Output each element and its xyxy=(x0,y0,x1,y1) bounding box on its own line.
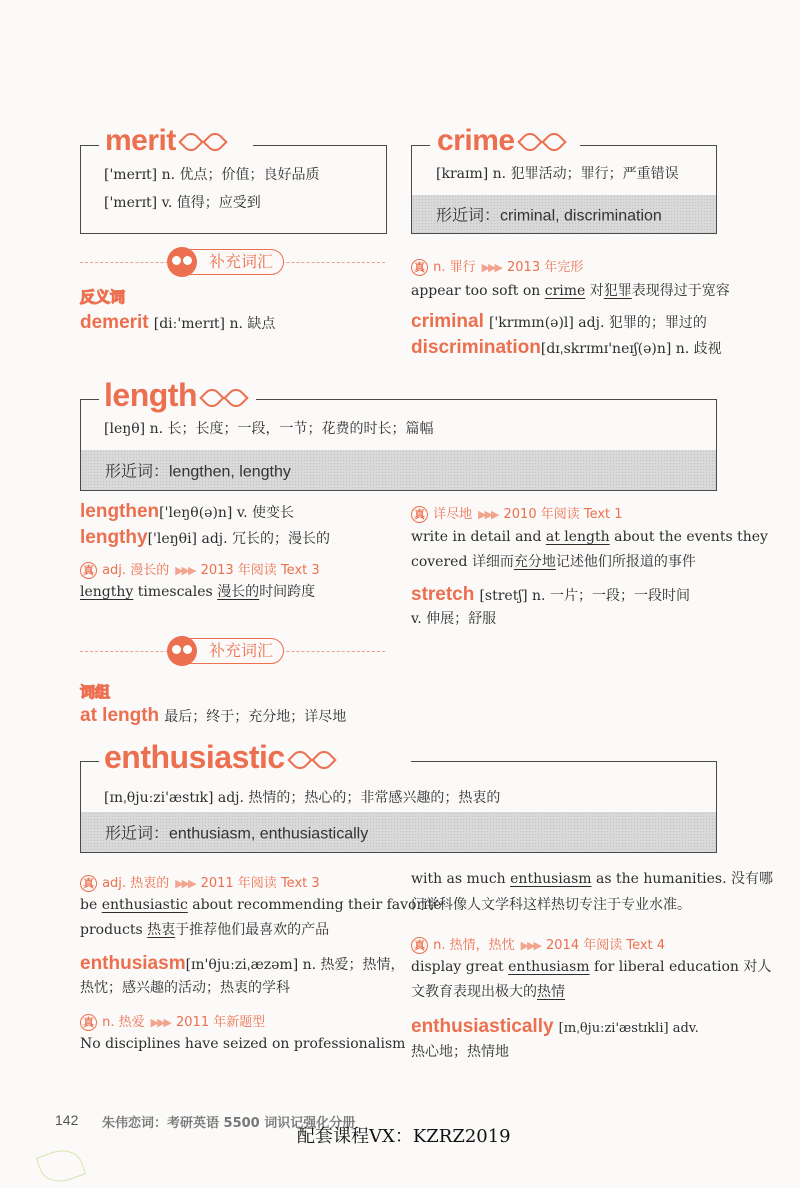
enthusiasm-example-line-1: No disciplines have seized on professionalism xyxy=(80,1036,406,1052)
enthusiasm-example-2-line-1: display great enthusiasm for liberal education 对人 xyxy=(411,959,772,975)
lengthen-entry: lengthen['leŋθ(ə)n] v. 使变长 xyxy=(80,501,294,522)
arrow-icon: ▶▶▶ xyxy=(481,261,501,274)
crime-def: [kraɪm] n. 犯罪活动；罪行；严重错误 xyxy=(436,166,679,182)
zhen-icon: 真 xyxy=(80,875,97,892)
phrase-label: 词组 xyxy=(80,683,111,701)
enthusiasm-entry: enthusiasm[ɪn'θjuːziˌæzəm] n. 热爱；热情， xyxy=(80,953,405,974)
leaf-icon xyxy=(178,129,203,154)
arrow-icon: ▶▶▶ xyxy=(478,508,498,521)
merit-box xyxy=(80,145,387,234)
crime-example-header: 真 n. 罪行 ▶▶▶ 2013 年完形 xyxy=(411,256,583,276)
zhen-icon: 真 xyxy=(80,1014,97,1031)
length-headword: length xyxy=(104,377,245,414)
zhen-icon: 真 xyxy=(80,562,97,579)
length-synonyms: 形近词：lengthen, lengthy xyxy=(81,450,716,490)
stretch-entry: stretch [stretʃ] n. 一片；一段；一段时间 xyxy=(411,584,690,605)
enthusiasm-example-line-2: with as much enthusiasm as the humanities. 没有哪 xyxy=(411,871,774,887)
page-number: 142 xyxy=(55,1112,79,1128)
length-def: [leŋθ] n. 长；长度；一段，一节；花费的时长；篇幅 xyxy=(104,421,434,437)
enthusiastic-headword: enthusiastic xyxy=(104,739,333,776)
supplement-vocab-label: 补充词汇 xyxy=(168,638,284,664)
discrimination-entry: discrimination[dɪˌskrɪmɪ'neɪʃ(ə)n] n. 歧视 xyxy=(411,337,722,358)
leaf-icon xyxy=(287,747,312,772)
leaf-icon xyxy=(223,385,248,410)
arrow-icon: ▶▶▶ xyxy=(150,1016,170,1029)
criminal-entry: criminal ['krɪmɪn(ə)l] adj. 犯罪的；罪过的 xyxy=(411,311,707,332)
merit-def-1: ['merɪt] n. 优点；价值；良好品质 xyxy=(104,167,320,183)
enthusiasm-example-line-3: 门学科像人文学科这样热切专注于专业水准。 xyxy=(411,897,691,913)
supplement-vocab-label: 补充词汇 xyxy=(168,249,284,275)
demerit-entry: demerit [diː'merɪt] n. 缺点 xyxy=(80,312,276,333)
enthusiastic-def: [ɪnˌθjuːzi'æstɪk] adj. 热情的；热心的；非常感兴趣的；热衷的 xyxy=(104,790,501,806)
antonym-label: 反义词 xyxy=(80,288,126,306)
enthusiastically-entry: enthusiastically [ɪnˌθjuːzi'æstɪkli] adv. xyxy=(411,1016,699,1037)
crime-synonyms: 形近词：criminal, discrimination xyxy=(412,195,716,233)
owl-icon xyxy=(167,636,197,666)
watermark: 配套课程VX：KZRZ2019 xyxy=(297,1126,511,1147)
enthusiastic-example-line-1: be enthusiastic about recommending their favorite xyxy=(80,897,442,913)
lengthy-entry: lengthy['leŋθi] adj. 冗长的；漫长的 xyxy=(80,527,331,548)
leaf-icon xyxy=(202,129,227,154)
enthusiastic-synonyms: 形近词：enthusiasm, enthusiastically xyxy=(81,812,716,852)
arrow-icon: ▶▶▶ xyxy=(175,564,195,577)
leaf-icon xyxy=(517,129,542,154)
merit-def-2: ['merɪt] v. 值得；应受到 xyxy=(104,195,261,211)
arrow-icon: ▶▶▶ xyxy=(520,939,540,952)
zhen-icon: 真 xyxy=(411,259,428,276)
zhen-icon: 真 xyxy=(411,506,428,523)
merit-headword: merit xyxy=(105,124,224,158)
lengthy-example: lengthy timescales 漫长的时间跨度 xyxy=(80,584,316,600)
enthusiasm-def-2: 热忱；感兴趣的活动；热衷的学科 xyxy=(80,980,290,996)
at-length-example-line-1: write in detail and at length about the events they xyxy=(411,529,768,545)
leaf-icon xyxy=(541,129,566,154)
leaf-icon xyxy=(311,747,336,772)
enthusiastic-example-header: 真 adj. 热衷的 ▶▶▶ 2011 年阅读 Text 3 xyxy=(80,872,320,892)
enthusiastic-example-line-2: products 热衷于推荐他们最喜欢的产品 xyxy=(80,922,330,938)
lengthy-example-header: 真 adj. 漫长的 ▶▶▶ 2013 年阅读 Text 3 xyxy=(80,559,320,579)
crime-example: appear too soft on crime 对犯罪表现得过于宽容 xyxy=(411,283,730,299)
leaf-decoration-icon xyxy=(36,1144,86,1188)
zhen-icon: 真 xyxy=(411,937,428,954)
owl-icon xyxy=(167,247,197,277)
enthusiasm-example-2-line-2: 文教育表现出极大的热情 xyxy=(411,984,565,1000)
stretch-def-2: v. 伸展；舒服 xyxy=(411,611,497,627)
crime-headword: crime xyxy=(437,124,563,158)
enthusiastically-def-2: 热心地；热情地 xyxy=(411,1044,509,1060)
crime-box xyxy=(411,145,717,234)
enthusiasm-example-header: 真 n. 热爱 ▶▶▶ 2011 年新题型 xyxy=(80,1011,265,1031)
leaf-icon xyxy=(199,385,224,410)
enthusiasm-example-2-header: 真 n. 热情，热忱 ▶▶▶ 2014 年阅读 Text 4 xyxy=(411,934,665,954)
at-length-entry: at length 最后；终于；充分地；详尽地 xyxy=(80,705,347,726)
arrow-icon: ▶▶▶ xyxy=(175,877,195,890)
book-title: 朱伟恋词：考研英语 5500 词识记强化分册 xyxy=(102,1116,356,1131)
at-length-example-line-2: covered 详细而充分地记述他们所报道的事件 xyxy=(411,554,696,570)
at-length-example-header: 真 详尽地 ▶▶▶ 2010 年阅读 Text 1 xyxy=(411,503,623,523)
